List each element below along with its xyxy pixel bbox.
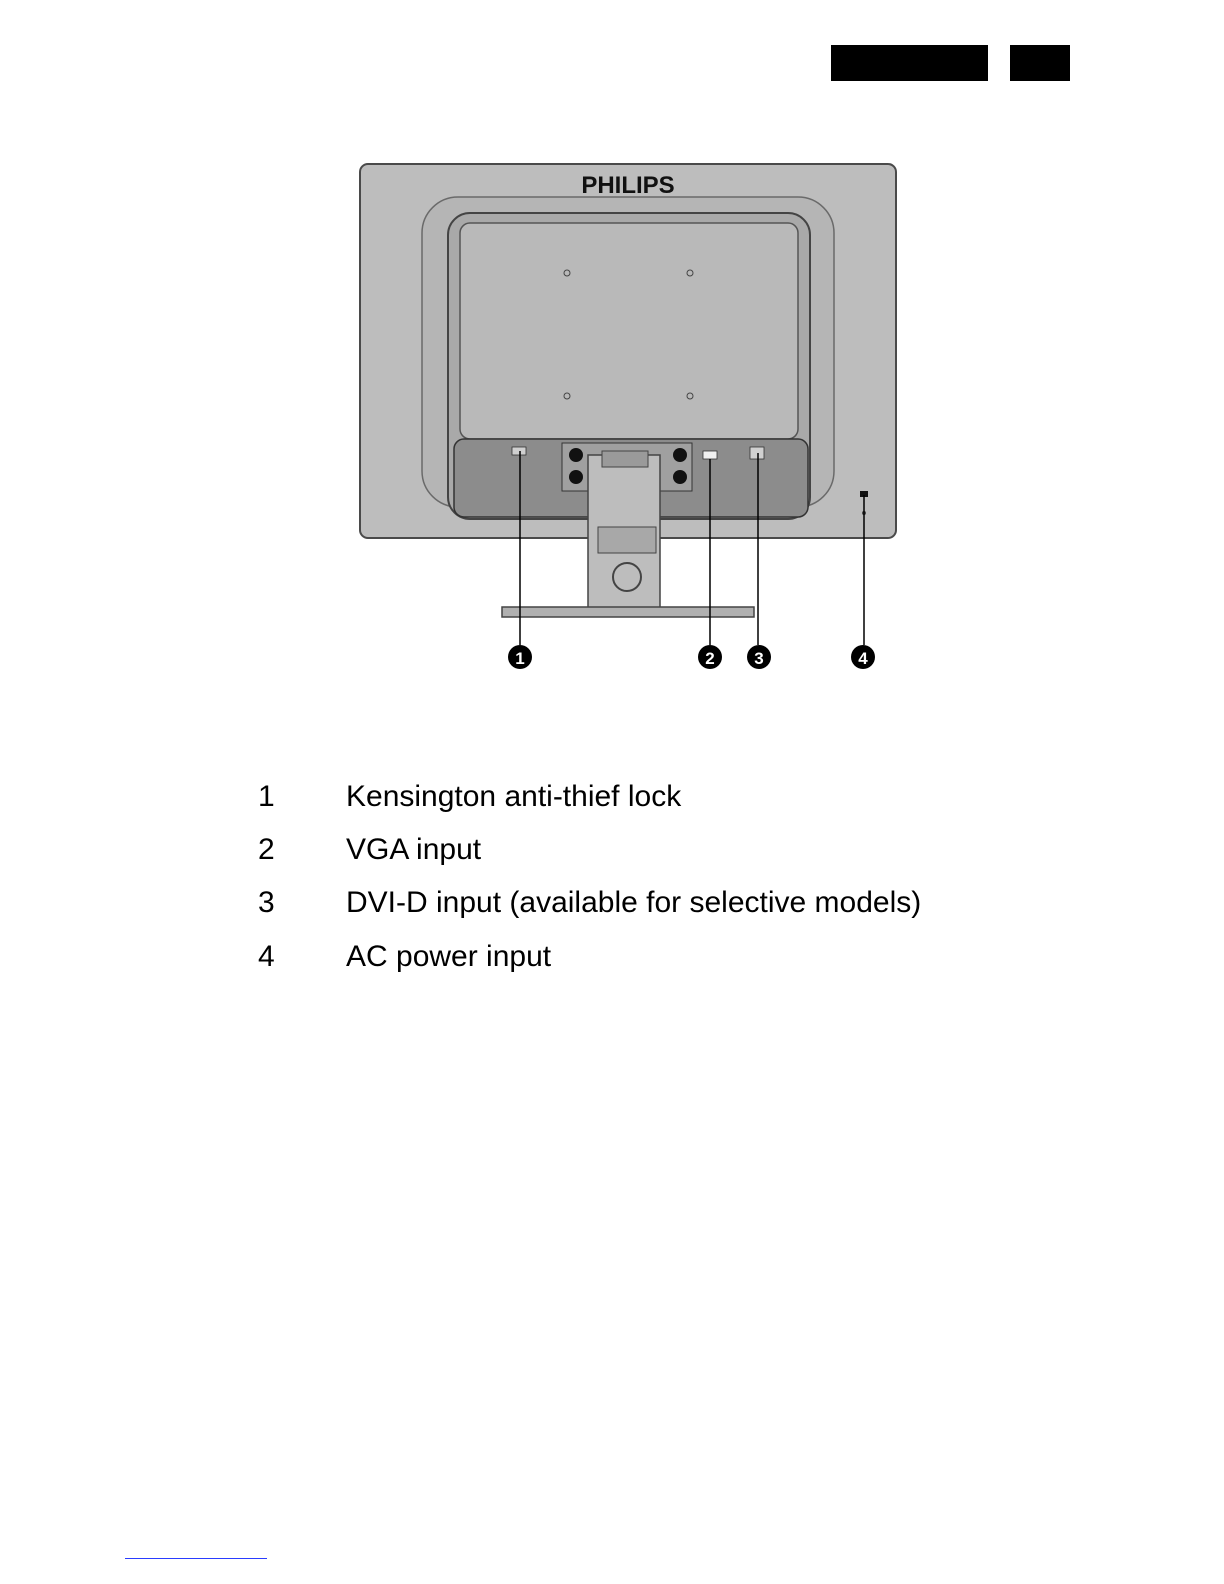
callout-badge-3 (747, 645, 771, 669)
legend-number: 2 (258, 832, 275, 866)
footnote-rule (125, 1558, 267, 1559)
stand-label-slot (598, 527, 656, 553)
legend-row (258, 877, 978, 930)
callout-badge-1 (508, 645, 532, 669)
vga-port (703, 451, 717, 459)
dvi-port (750, 447, 764, 459)
hinge-screw (569, 470, 583, 484)
legend-label: AC power input (346, 939, 552, 973)
parts-legend (258, 770, 978, 983)
stand-base (502, 607, 754, 617)
svg-text:3: 3 (754, 649, 764, 668)
svg-text:2: 2 (705, 649, 715, 668)
legend-label: VGA input (346, 832, 482, 866)
callout-badge-4 (851, 645, 875, 669)
svg-text:4: 4 (858, 649, 868, 668)
svg-text:1: 1 (515, 649, 525, 668)
legend-row (258, 770, 978, 823)
legend-number: 3 (258, 886, 275, 920)
monitor-rear-view-figure (352, 155, 908, 675)
ac-power-port (512, 447, 526, 455)
rear-plate (460, 223, 798, 439)
brand-logo: PHILIPS (581, 172, 675, 199)
callout-badge-2 (698, 645, 722, 669)
legend-number: 4 (258, 939, 275, 973)
legend-row (258, 823, 978, 876)
legend-label: DVI-D input (available for selective models) (346, 886, 922, 920)
hinge-screw (673, 470, 687, 484)
stand-cable-hole (613, 563, 641, 591)
header-black-bar-left (831, 45, 988, 81)
legend-number: 1 (258, 779, 275, 813)
hinge-screw (569, 448, 583, 462)
hinge-screw (673, 448, 687, 462)
header-black-bar-right (1010, 45, 1070, 81)
stand-top (602, 451, 648, 467)
legend-label: Kensington anti-thief lock (346, 779, 682, 813)
legend-row (258, 930, 978, 983)
